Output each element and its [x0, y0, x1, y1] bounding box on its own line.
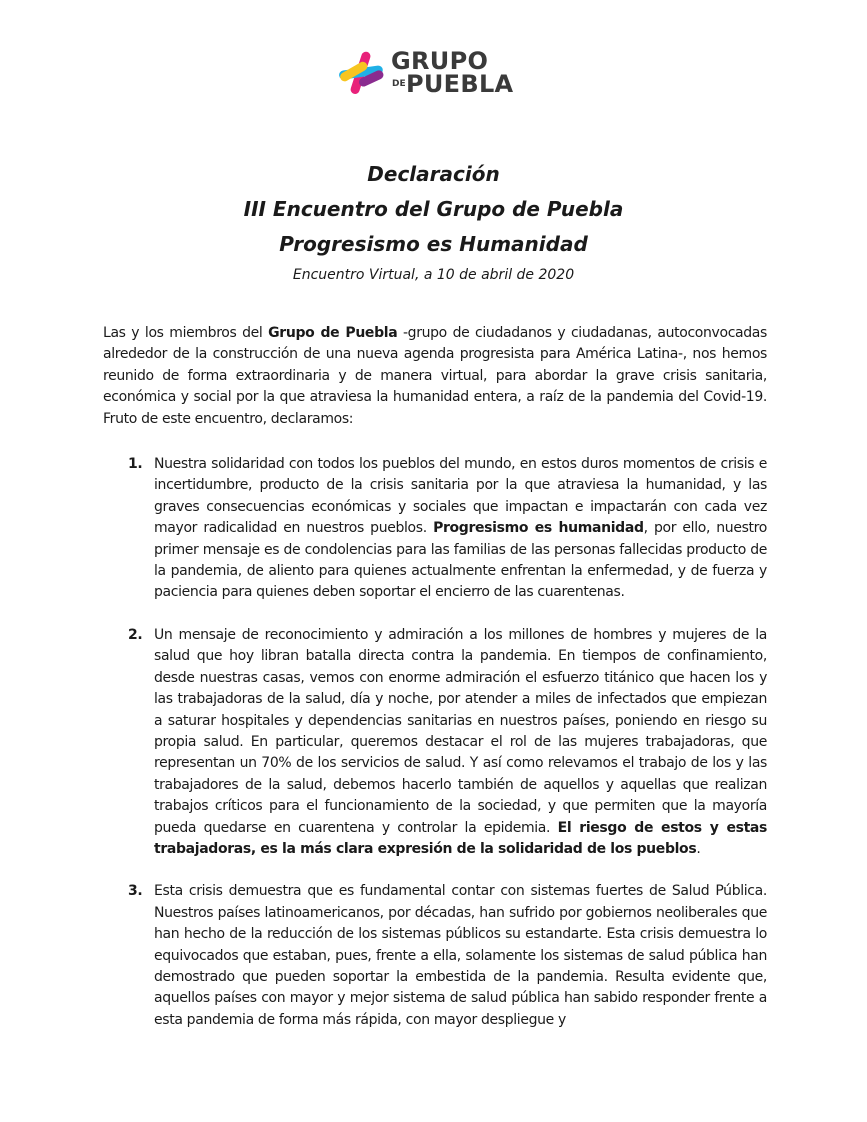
point-item — [103, 881, 767, 1031]
point-text: Un mensaje de reconocimiento y admiración a los millones de hombres y mujeres de la salud que hoy libran batalla directa contra la pandemia. En tiempos de confinamiento, desde nuestras casas, vemos con enorme admiración el esfuerzo titánico que hacen los y las trabajadoras de la salud, día y noche, por atender a miles de infectados que empiezan a saturar hospitales y dependencias sanitarias en nuestros países, poniendo en riesgo su propia salud. En particular, queremos destacar el rol de las mujeres trabajadoras, que representan un 70% de los servicios de salud. Y así como relevamos el trabajo de los y las trabajadores de la salud, debemos hacerlo también de aquellos y aquellas que realizan trabajos críticos para el funcionamiento de la sociedad, y que permiten que la mayoría pueda quedarse en cuarentena y controlar la epidemia. — [154, 626, 767, 836]
point-item — [103, 454, 767, 604]
point-number: 3. — [128, 883, 143, 900]
point-text: Nuestra solidaridad con todos los pueblos del mundo, en estos duros momentos de crisis e incertidumbre, producto de la crisis sanitaria por la que atraviesa la humanidad, y las graves consecuencias económicas y sociales que impactan e impactarán con cada vez mayor radicalidad en nuestros pueblos. — [154, 456, 767, 537]
intro-paragraph — [103, 323, 767, 430]
point-text-end: . — [696, 840, 701, 857]
point-number: 2. — [128, 626, 143, 643]
declaration-header — [0, 157, 867, 286]
point-text-end: , por ello, nuestro primer mensaje es de condolencias para las familias de las personas fallecidas producto de la pandemia, de aliento para quienes actualmente enfrentan la enfermedad, y de fuerza y paciencia para quienes deben soportar el encierro de las cuarentenas. — [154, 520, 767, 601]
title-progresismo: Progresismo es Humanidad — [279, 232, 588, 256]
intro-text-bold: Grupo de Puebla — [268, 325, 398, 341]
logo-text-puebla: PUEBLA — [406, 70, 514, 98]
point-text-bold: Progresismo es humanidad — [433, 520, 644, 537]
point-text-bold: El riesgo de estos y estas trabajadoras, es la más clara expresión de la solidaridad de los pueblos — [154, 819, 768, 857]
logo-text-grupo: GRUPO — [391, 47, 489, 75]
subtitle-date: Encuentro Virtual, a 10 de abril de 2020 — [292, 267, 575, 283]
title-declaracion: Declaración — [367, 162, 500, 186]
logo-mark-icon — [336, 48, 386, 98]
declaration-body — [103, 323, 767, 1052]
grupo-de-puebla-logo — [336, 48, 516, 98]
point-text: Esta crisis demuestra que es fundamental contar con sistemas fuertes de Salud Pública. Nuestros países latinoamericanos, por décadas, han sufrido por gobiernos neoliberales que han hecho de la reducción de los sistemas públicos su estandarte. Esta crisis demuestra lo equivocados que estaban, pues, frente a ella, solamente los sistemas de salud pública han demostrado que pueden soportar la embestida de la pandemia. Resulta evidente que, aquellos países con mayor y mejor sistema de salud pública han sabido responder frente a esta pandemia de forma más rápida, con mayor despliegue y — [154, 883, 767, 1028]
intro-text-post: -grupo de ciudadanos y ciudadanas, autoconvocadas alrededor de la construcción de una nueva agenda progresista para América Latina-, nos hemos reunido de forma extraordinaria y de manera virtual, para abordar la grave crisis sanitaria, económica y social por la que atraviesa la humanidad entera, a raíz de la pandemia del Covid-19. Fruto de este encuentro, declaramos: — [103, 325, 767, 427]
point-number: 1. — [128, 456, 143, 473]
intro-text-pre: Las y los miembros del — [103, 325, 269, 341]
declaration-points — [103, 454, 767, 1031]
logo-text-de: DE — [392, 79, 406, 89]
point-item — [103, 625, 767, 860]
title-encuentro: III Encuentro del Grupo de Puebla — [243, 197, 624, 221]
